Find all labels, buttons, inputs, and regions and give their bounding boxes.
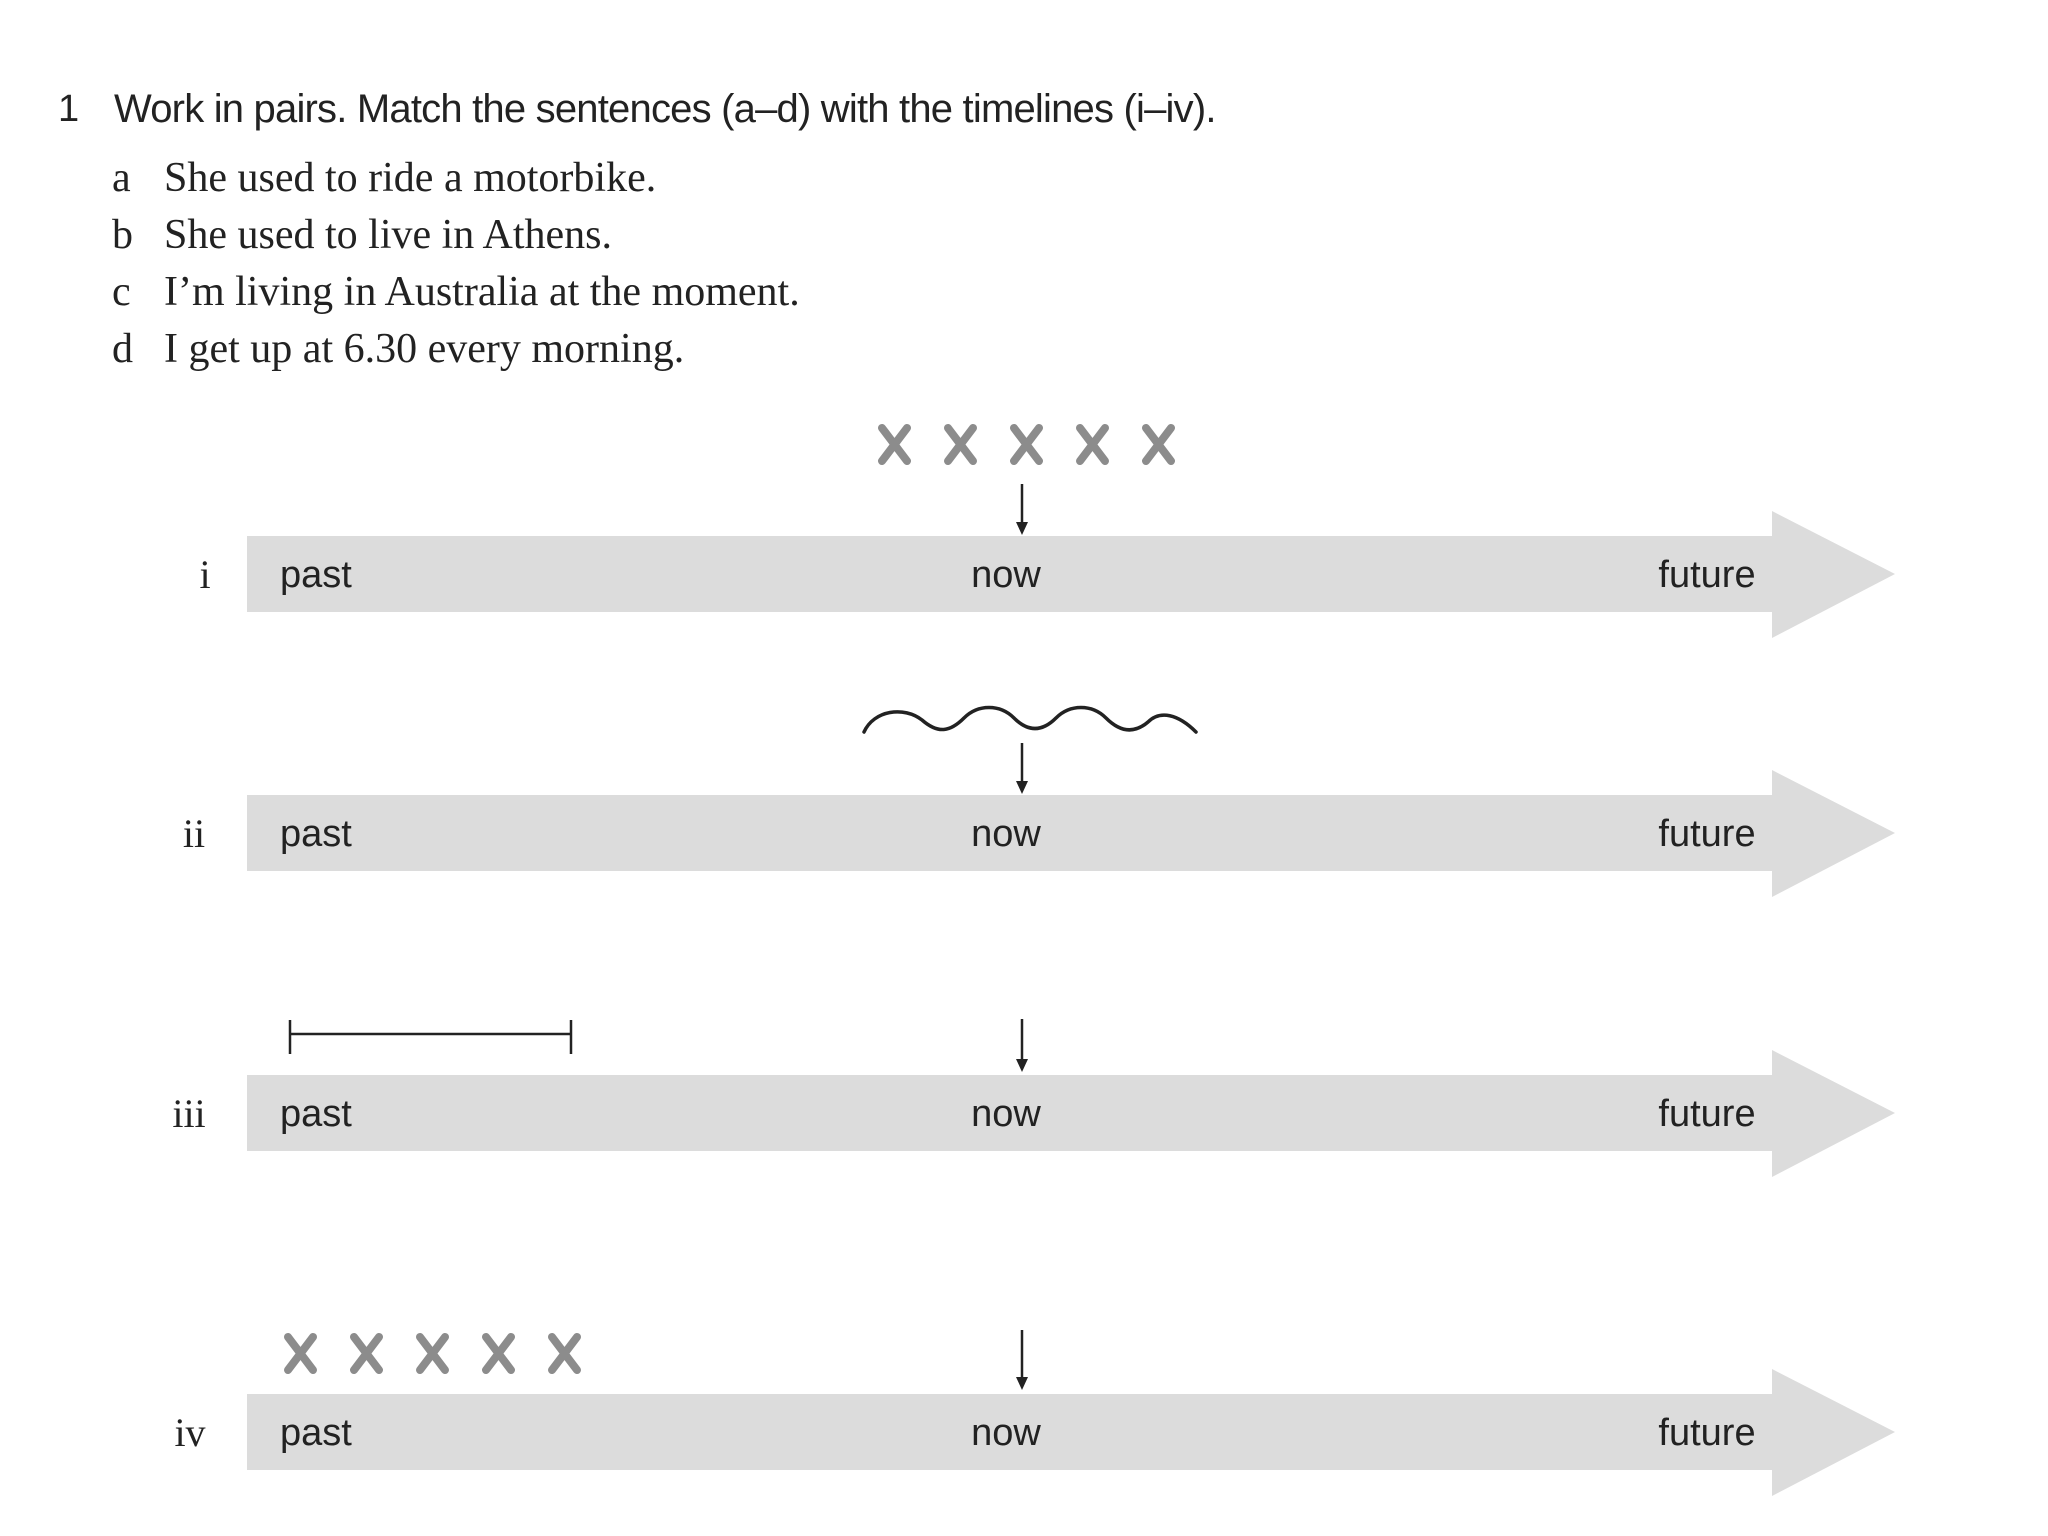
cross-icon — [354, 1337, 379, 1370]
timeline-label-past: past — [280, 813, 352, 855]
timeline-label-now: now — [971, 1412, 1041, 1454]
timeline-numeral: i — [199, 552, 211, 597]
sentence-text: She used to live in Athens. — [164, 212, 612, 258]
cross-icon — [552, 1337, 577, 1370]
timeline-label-future: future — [1658, 813, 1756, 855]
now-arrow-icon — [1016, 1330, 1028, 1390]
sentence-letter: a — [112, 155, 131, 201]
timeline-arrow — [247, 511, 1895, 638]
timeline-iv — [174, 1330, 1895, 1496]
wavy-line-marker — [864, 708, 1196, 733]
timeline-i — [199, 428, 1895, 638]
sentence-text: She used to ride a motorbike. — [164, 155, 657, 201]
timeline-arrow — [247, 1050, 1895, 1177]
period-bracket-marker — [290, 1020, 571, 1054]
now-arrow-icon — [1016, 743, 1028, 794]
cross-icon — [420, 1337, 445, 1370]
sentence-text: I get up at 6.30 every morning. — [164, 326, 685, 372]
timeline-numeral: iv — [174, 1410, 206, 1455]
timeline-arrow — [247, 770, 1895, 897]
timeline-numeral: ii — [182, 811, 206, 856]
sentence-letter: b — [112, 212, 133, 258]
timeline-iii — [172, 1019, 1895, 1177]
cross-icon — [948, 428, 973, 461]
sentence-letter: d — [112, 326, 133, 372]
crosses-marker — [288, 1337, 577, 1370]
sentence-text: I’m living in Australia at the moment. — [164, 269, 800, 315]
exercise-instruction: Work in pairs. Match the sentences (a–d) with the timelines (i–iv). — [114, 87, 1216, 131]
cross-icon — [882, 428, 907, 461]
timeline-label-future: future — [1658, 1412, 1756, 1454]
cross-icon — [288, 1337, 313, 1370]
exercise-number: 1 — [58, 88, 80, 130]
timeline-ii — [183, 708, 1895, 898]
crosses-marker — [882, 428, 1171, 461]
timeline-label-now: now — [971, 1093, 1041, 1135]
sentence-letter: c — [112, 269, 131, 315]
timeline-label-now: now — [971, 813, 1041, 855]
now-arrow-icon — [1016, 1019, 1028, 1072]
timeline-label-past: past — [280, 554, 352, 596]
cross-icon — [486, 1337, 511, 1370]
cross-icon — [1146, 428, 1171, 461]
now-arrow-icon — [1016, 484, 1028, 535]
timeline-label-future: future — [1658, 554, 1756, 596]
timeline-label-past: past — [280, 1412, 352, 1454]
cross-icon — [1080, 428, 1105, 461]
timeline-arrow — [247, 1369, 1895, 1496]
timeline-label-past: past — [280, 1093, 352, 1135]
timeline-label-future: future — [1658, 1093, 1756, 1135]
timeline-label-now: now — [971, 554, 1041, 596]
cross-icon — [1014, 428, 1039, 461]
timeline-numeral: iii — [172, 1091, 206, 1136]
